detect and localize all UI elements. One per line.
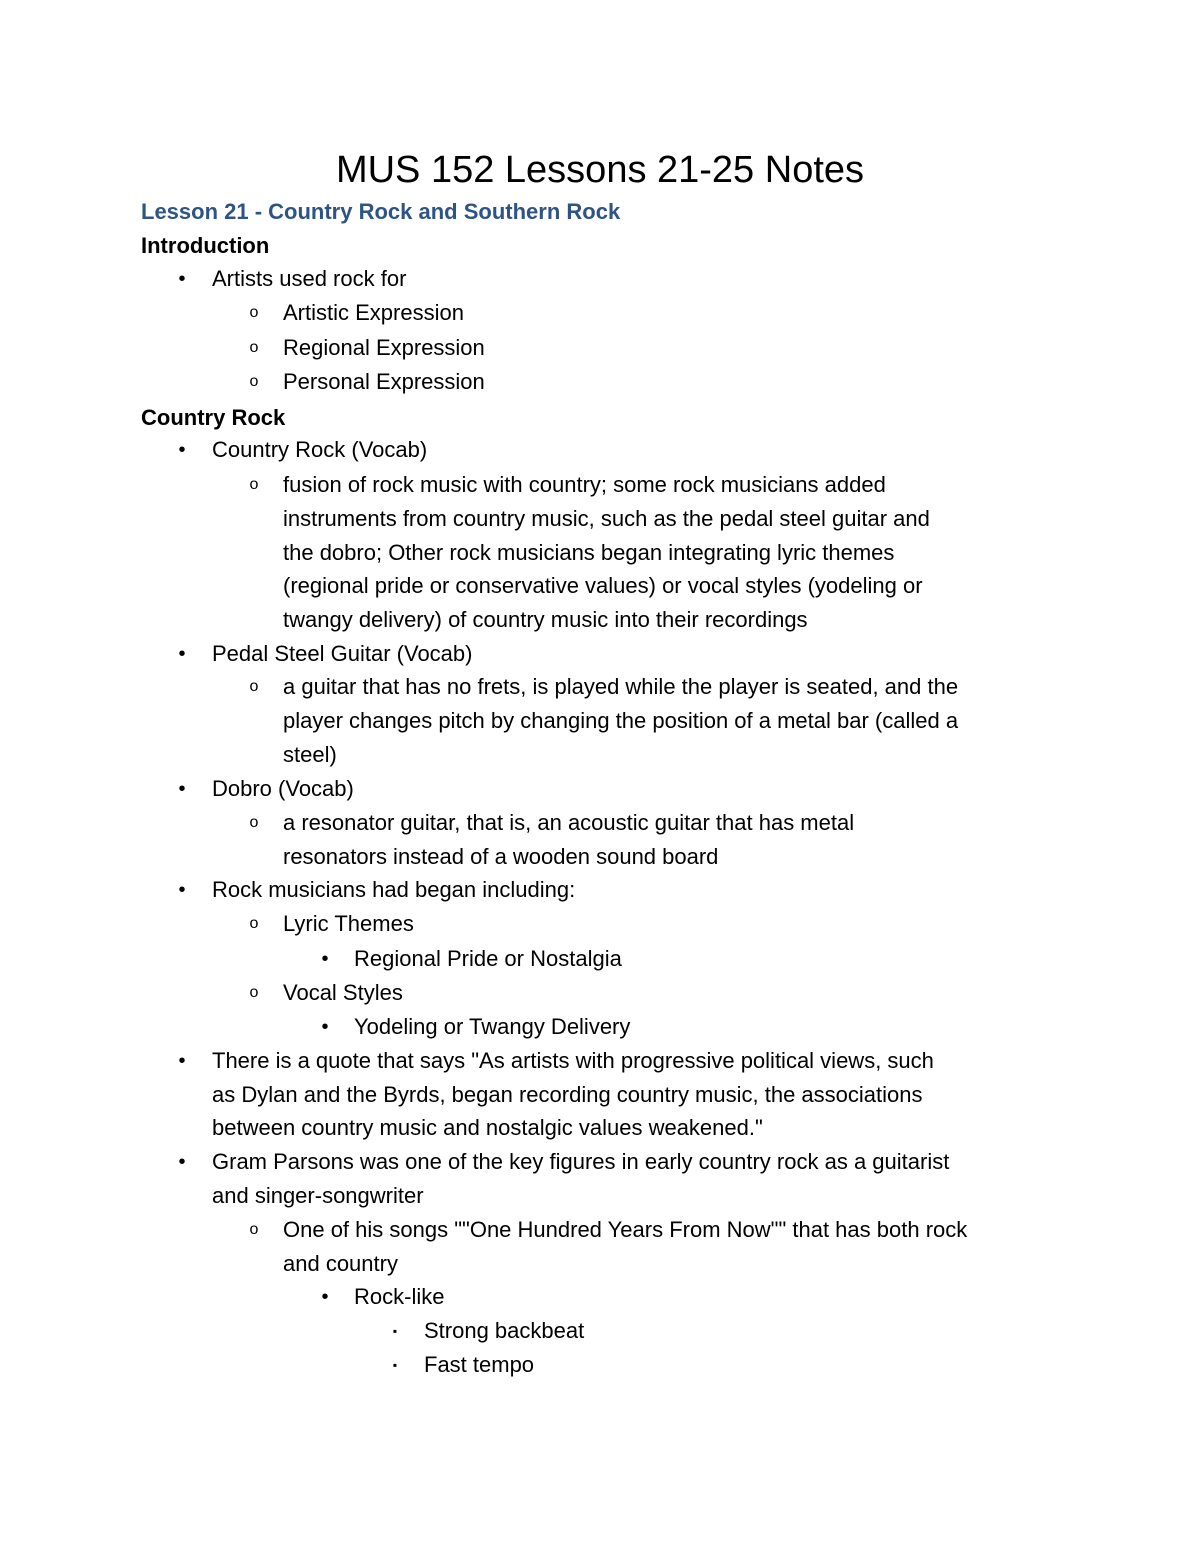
page-title: MUS 152 Lessons 21-25 Notes — [335, 149, 865, 191]
list-item-line: (regional pride or conservative values) or vocal styles (yodeling or — [283, 573, 923, 598]
list-item-line: One of his songs ""One Hundred Years From Now"" that has both rock — [283, 1217, 968, 1242]
list-item-line: between country music and nostalgic values weakened." — [212, 1115, 763, 1140]
bullet-circle-icon: o — [249, 1221, 259, 1238]
list-item-line: player changes pitch by changing the position of a metal bar (called a — [283, 708, 959, 733]
list-item-line: a guitar that has no frets, is played while the player is seated, and the — [283, 674, 959, 699]
list-item-line: the dobro; Other rock musicians began integrating lyric themes — [283, 540, 895, 565]
list-item: Country Rock (Vocab) — [212, 437, 428, 462]
bullet-circle-icon: o — [249, 984, 259, 1001]
list-item-line: There is a quote that says "As artists with progressive political views, such — [212, 1048, 934, 1073]
list-item-line: fusion of rock music with country; some rock musicians added — [283, 472, 886, 497]
bullet-disc-icon: • — [178, 643, 186, 665]
list-item-line: instruments from country music, such as the pedal steel guitar and — [283, 506, 930, 531]
list-item-line: as Dylan and the Byrds, began recording country music, the associations — [212, 1082, 923, 1107]
list-item: Rock-like — [354, 1284, 445, 1309]
bullet-disc-icon: • — [178, 439, 186, 461]
bullet-disc-icon: • — [178, 778, 186, 800]
list-item: Fast tempo — [424, 1352, 535, 1377]
list-item: Dobro (Vocab) — [212, 776, 354, 801]
bullet-disc-icon: • — [178, 1050, 186, 1072]
list-item: Strong backbeat — [424, 1318, 585, 1343]
bullet-circle-icon: o — [249, 814, 259, 831]
list-item: Regional Pride or Nostalgia — [354, 946, 622, 971]
bullet-disc-icon: • — [178, 268, 186, 290]
bullet-circle-icon: o — [249, 339, 259, 356]
lesson-heading: Lesson 21 - Country Rock and Southern Rock — [141, 199, 621, 224]
list-item: Personal Expression — [283, 369, 485, 394]
list-item: Artistic Expression — [283, 300, 464, 325]
bullet-disc-icon: • — [178, 879, 186, 901]
section-heading-country-rock: Country Rock — [141, 405, 286, 430]
bullet-circle-icon: o — [249, 678, 259, 695]
bullet-square-icon: ▪ — [392, 1324, 398, 1338]
bullet-circle-icon: o — [249, 304, 259, 321]
list-item-line: and singer-songwriter — [212, 1183, 424, 1208]
list-item-line: twangy delivery) of country music into their recordings — [283, 607, 808, 632]
list-item-line: a resonator guitar, that is, an acoustic guitar that has metal — [283, 810, 855, 835]
list-item-line: steel) — [283, 742, 337, 767]
list-item: Yodeling or Twangy Delivery — [354, 1014, 631, 1039]
bullet-square-icon: ▪ — [392, 1358, 398, 1372]
list-item: Pedal Steel Guitar (Vocab) — [212, 641, 473, 666]
list-item: Rock musicians had began including: — [212, 877, 576, 902]
list-item: Regional Expression — [283, 335, 485, 360]
list-item-line: resonators instead of a wooden sound board — [283, 844, 719, 869]
list-item-line: Gram Parsons was one of the key figures in early country rock as a guitarist — [212, 1149, 950, 1174]
bullet-circle-icon: o — [249, 373, 259, 390]
bullet-circle-icon: o — [249, 915, 259, 932]
list-item: Vocal Styles — [283, 980, 403, 1005]
section-heading-introduction: Introduction — [141, 233, 270, 258]
bullet-disc-icon: • — [178, 1151, 186, 1173]
list-item-line: and country — [283, 1251, 398, 1276]
bullet-disc-icon: • — [321, 948, 329, 970]
list-item: Lyric Themes — [283, 911, 414, 936]
list-item: Artists used rock for — [212, 266, 407, 291]
bullet-disc-icon: • — [321, 1016, 329, 1038]
bullet-disc-icon: • — [321, 1286, 329, 1308]
bullet-circle-icon: o — [249, 476, 259, 493]
